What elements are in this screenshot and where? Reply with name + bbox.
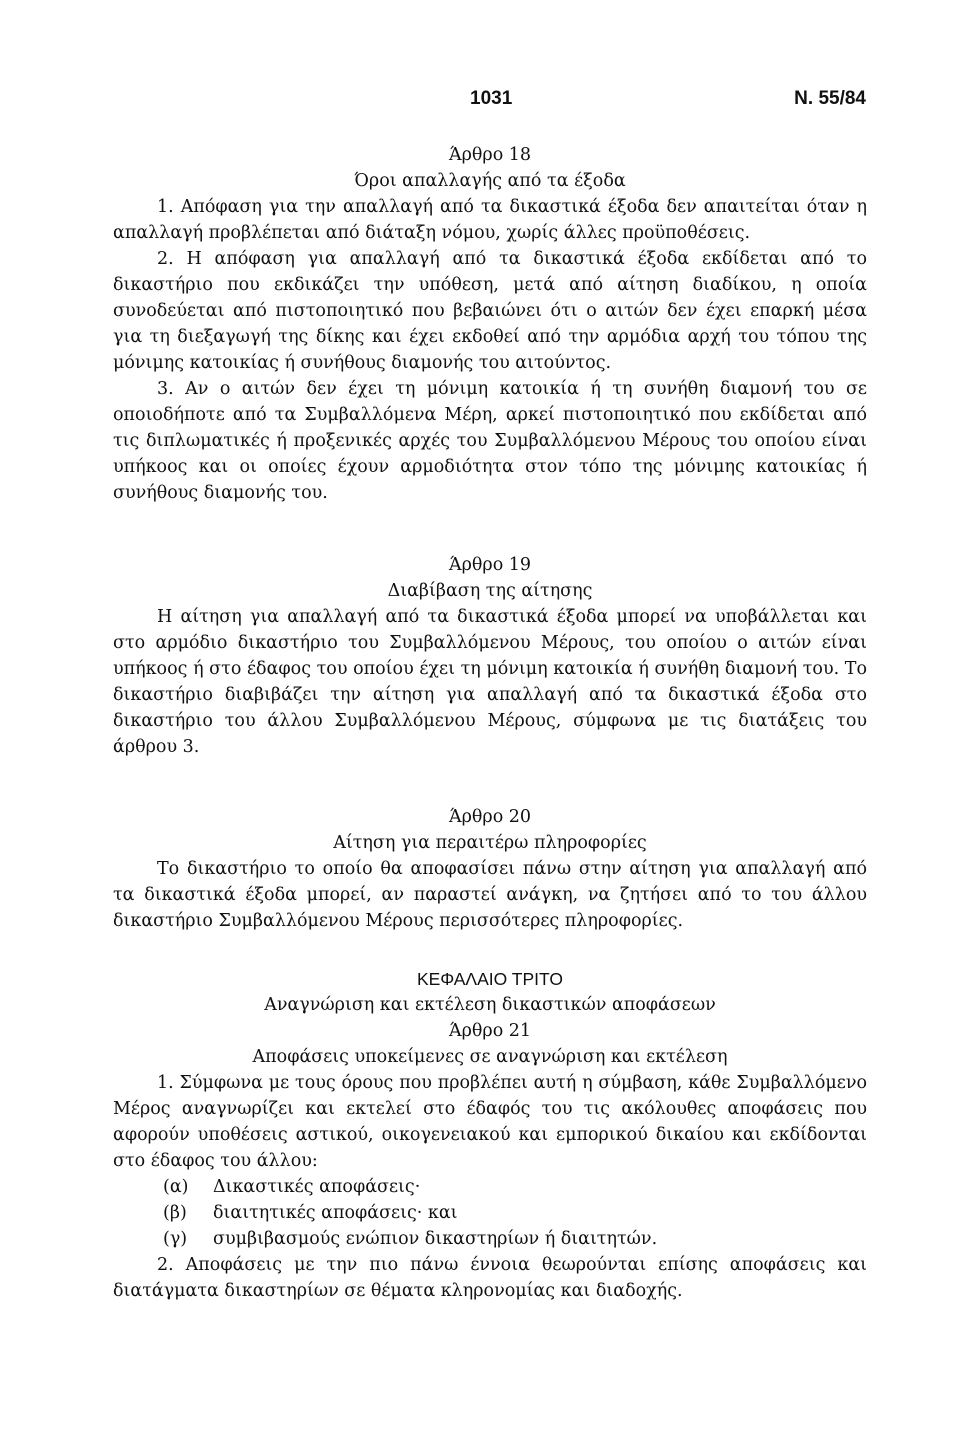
paragraph: 3. Αν ο αιτών δεν έχει τη μόνιμη κατοικία ή τη συνήθη διαμονή του σε οποιοδήποτε από τα Συμβαλλόμενα Μέρη, αρκεί πιστοποιητικό που εκδίδεται από τις διπλωματικές ή προξενικές αρχές του Συμβαλλόμενου Μέρους του οποίου είναι υπήκοος και οι οποίες έχουν αρμοδιότητα στον τόπο της μόνιμης κατοικίας ή συνήθους διαμονής του. xyxy=(113,379,867,503)
article-title: Όροι απαλλαγής από τα έξοδα xyxy=(354,171,626,191)
article-heading: Άρθρο 20 xyxy=(448,807,532,827)
article-heading: Άρθρο 19 xyxy=(448,555,532,575)
paragraph: Το δικαστήριο το οποίο θα αποφασίσει πάνω στην αίτηση για απαλλαγή από τα δικαστικά έξοδα μπορεί, αν παραστεί ανάγκη, να ζητήσει από το του άλλου δικαστήριο Συμβαλλόμενου Μέρους περισσότερες πληροφορίες. xyxy=(113,859,867,931)
chapter-three xyxy=(113,966,867,1018)
list-item xyxy=(113,1226,867,1252)
list-item xyxy=(113,1174,867,1200)
paragraph: Η αίτηση για απαλλαγή από τα δικαστικά έξοδα μπορεί να υποβάλλεται και στο αρμόδιο δικαστήριο του Συμβαλλόμενου Μέρους, του οποίου ο αιτών είναι υπήκοος ή στο έδαφος του οποίου έχει τη μόνιμη κατοικία ή συνήθη διαμονή του. Το δικαστήριο διαβιβάζει την αίτηση για απαλλαγή από τα δικαστικά έξοδα στο δικαστήριο του άλλου Συμβαλλόμενου Μέρους, σύμφωνα με τις διατάξεις του άρθρου 3. xyxy=(113,607,867,757)
article-18 xyxy=(113,142,867,506)
list-text: διαιτητικές αποφάσεις· και xyxy=(213,1203,458,1223)
list-label: (β) xyxy=(163,1203,187,1223)
article-19 xyxy=(113,552,867,760)
paragraph: 2. Η απόφαση για απαλλαγή από τα δικαστικά έξοδα εκδίδεται από το δικαστήριο που εκδικάζει την υπόθεση, μετά από αίτηση διαδίκου, η οποία συνοδεύεται από πιστοποιητικό που βεβαιώνει ότι ο αιτών δεν έχει επαρκή μέσα για τη διεξαγωγή της δίκης και έχει εκδοθεί από την αρμόδια αρχή του τόπου της μόνιμης κατοικίας ή συνήθους διαμονής του αιτούντος. xyxy=(113,249,867,373)
chapter-title: ΚΕΦΑΛΑΙΟ ΤΡΙΤΟ xyxy=(416,969,564,989)
article-21 xyxy=(113,1018,867,1304)
paragraph: 1. Απόφαση για την απαλλαγή από τα δικαστικά έξοδα δεν απαιτείται όταν η απαλλαγή προβλέπεται από διάταξη νόμου, χωρίς άλλες προϋποθέσεις. xyxy=(113,197,867,243)
article-20 xyxy=(113,804,867,934)
list-text: Δικαστικές αποφάσεις· xyxy=(213,1177,421,1197)
list-label: (γ) xyxy=(163,1229,188,1249)
article-heading: Άρθρο 21 xyxy=(448,1021,532,1041)
article-title: Διαβίβαση της αίτησης xyxy=(387,581,593,601)
law-reference: Ν. 55/84 xyxy=(794,88,866,109)
chapter-subtitle: Αναγνώριση και εκτέλεση δικαστικών αποφάσεων xyxy=(264,995,716,1015)
page-header xyxy=(0,88,960,118)
list-text: συμβιβασμούς ενώπιον δικαστηρίων ή διαιτητών. xyxy=(213,1229,658,1249)
page-number: 1031 xyxy=(470,88,513,109)
document-body xyxy=(113,142,867,1304)
paragraph: 2. Αποφάσεις με την πιο πάνω έννοια θεωρούνται επίσης αποφάσεις και διατάγματα δικαστηρίων σε θέματα κληρονομίας και διαδοχής. xyxy=(113,1255,867,1301)
article-heading: Άρθρο 18 xyxy=(448,145,532,165)
paragraph: 1. Σύμφωνα με τους όρους που προβλέπει αυτή η σύμβαση, κάθε Συμβαλλόμενο Μέρος αναγνωρίζει και εκτελεί στο έδαφός του τις ακόλουθες αποφάσεις που αφορούν υποθέσεις αστικού, οικογενειακού και εμπορικού δικαίου και εκδίδονται στο έδαφος του άλλου: xyxy=(113,1073,867,1171)
article-title: Αποφάσεις υποκείμενες σε αναγνώριση και εκτέλεση xyxy=(252,1047,728,1067)
article-title: Αίτηση για περαιτέρω πληροφορίες xyxy=(333,833,647,853)
list-item xyxy=(113,1200,867,1226)
list-label: (α) xyxy=(163,1177,189,1197)
